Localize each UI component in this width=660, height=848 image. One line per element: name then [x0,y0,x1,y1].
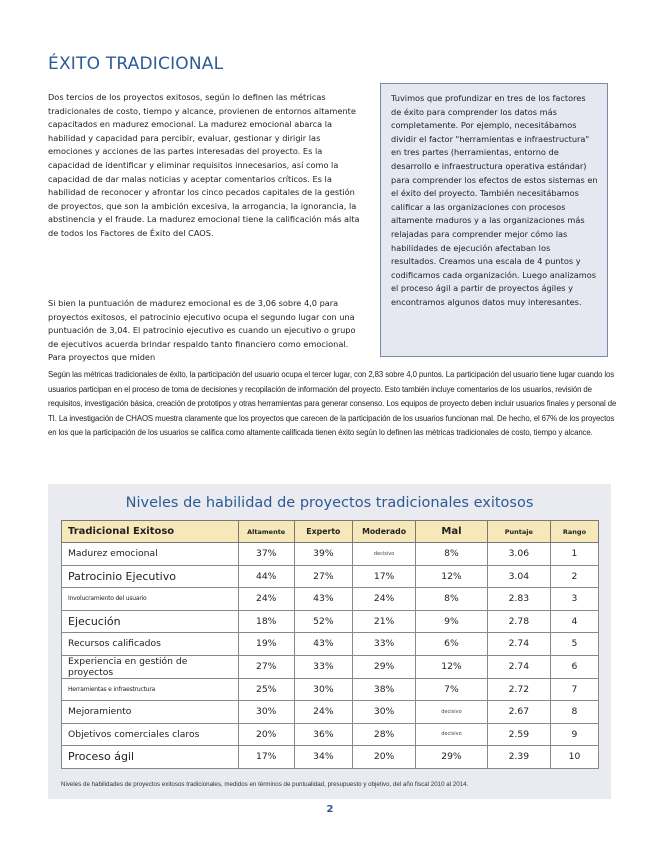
header-cell: Mal [416,521,487,543]
table-cell: 37% [238,543,294,566]
row-label: Madurez emocional [62,543,239,566]
table-cell: 12% [416,655,487,678]
table-cell: 2.59 [487,723,550,746]
header-cell: Tradicional Exitoso [62,521,239,543]
table-cell: 2.83 [487,588,550,611]
table-cell: 33% [352,633,415,656]
table-cell: 39% [294,543,352,566]
table-cell: 30% [352,701,415,724]
table-row [62,633,599,656]
row-label: Ejecución [62,610,239,633]
table-cell: 30% [238,701,294,724]
table-cell: 24% [352,588,415,611]
table-cell: 8 [550,701,598,724]
table-cell: 25% [238,678,294,701]
table-cell: 9% [416,610,487,633]
table-cell: 34% [294,746,352,769]
table-cell: 36% [294,723,352,746]
table-row [62,746,599,769]
table-cell: decisivo [416,723,487,746]
row-label: Herramientas e infraestructura [62,678,239,701]
table-cell: 9 [550,723,598,746]
table-cell: 24% [238,588,294,611]
header-cell: Experto [294,521,352,543]
page-title: ÉXITO TRADICIONAL [48,54,224,74]
sidebar-text: Tuvimos que profundizar en tres de los factores de éxito para comprender los datos más completamente. Por ejemplo, necesitábamos dividir el factor "herramientas e infraestructura" en tres partes (herramientas, entorno de desarrollo e infraestructura operativa estándar) para comprender los efectos de estos sistemas en el éxito del proyecto. También necesitábamos calificar a las organizaciones con procesos altamente maduros y a las organizaciones más relajadas para comprender mejor cómo las habilidades de ejecución afectaban los resultados. Creamos una escala de 4 puntos y codificamos cada organización. Luego analizamos el proceso ágil a partir de proyectos ágiles y encontramos algunos datos muy interesantes. [391,93,598,307]
row-label: Objetivos comerciales claros [62,723,239,746]
table-cell: 6 [550,655,598,678]
header-cell: Altamente [238,521,294,543]
table-cell: 30% [294,678,352,701]
table-cell: 2.74 [487,655,550,678]
table-cell: 17% [238,746,294,769]
skills-table [61,520,599,769]
table-cell: 20% [352,746,415,769]
table-cell: 2 [550,565,598,588]
table-cell: 3.04 [487,565,550,588]
skills-table-panel [48,484,611,799]
table-cell: 43% [294,588,352,611]
header-cell: Puntaje [487,521,550,543]
table-cell: 33% [294,655,352,678]
table-cell: 27% [238,655,294,678]
paragraph-emotional-maturity: Dos tercios de los proyectos exitosos, según lo definen las métricas tradicionales de costo, tiempo y alcance, provienen de entornos altamente capacitados en madurez emocional. La madurez emocional abarca la habilidad y capacidad para percibir, evaluar, gestionar y dirigir las emociones y acciones de las partes interesadas del proyecto. Es la capacidad de identificar y eliminar requisitos innecesarios, así como la capacidad de dar malas noticias y aceptar comentarios críticos. Es la habilidad de reconocer y afrontar los cinco pecados capitales de la gestión de proyectos, que son la ambición excesiva, la arrogancia, la ignorancia, la abstinencia y el fraude. La madurez emocional tiene la calificación más alta de todos los Factores de Éxito del CAOS. [48,92,360,238]
paragraph-executive-sponsorship: Si bien la puntuación de madurez emocional es de 3,06 sobre 4,0 para proyectos exitosos, el patrocinio ejecutivo ocupa el segundo lugar con una puntuación de 3,04. El patrocinio ejecutivo es cuando un ejecutivo o grupo de ejecutivos acuerda brindar respaldo tanto financiero como emocional. Para proyectos que miden [48,298,356,363]
table-row [62,610,599,633]
table-cell: 29% [352,655,415,678]
table-cell: decisivo [352,543,415,566]
row-label: Recursos calificados [62,633,239,656]
row-label: Patrocinio Ejecutivo [62,565,239,588]
table-cell: 2.67 [487,701,550,724]
table-cell: 20% [238,723,294,746]
table-cell: 12% [416,565,487,588]
table-cell: 24% [294,701,352,724]
table-cell: 2.72 [487,678,550,701]
table-cell: 2.39 [487,746,550,769]
table-cell: 1 [550,543,598,566]
page-number: 2 [326,804,334,815]
table-row [62,723,599,746]
table-cell: 21% [352,610,415,633]
table-row [62,678,599,701]
table-cell: 27% [294,565,352,588]
table-row [62,701,599,724]
table-cell: 29% [416,746,487,769]
table-cell: 17% [352,565,415,588]
table-cell: 44% [238,565,294,588]
header-cell: Rango [550,521,598,543]
row-label: Mejoramiento [62,701,239,724]
table-cell: 28% [352,723,415,746]
table-cell: 10 [550,746,598,769]
sidebar-callout [380,83,608,357]
table-title: Niveles de habilidad de proyectos tradicionales exitosos [125,495,534,511]
table-cell: 38% [352,678,415,701]
table-cell: 6% [416,633,487,656]
row-label: Involucramiento del usuario [62,588,239,611]
table-cell: 3.06 [487,543,550,566]
table-row [62,655,599,678]
table-cell: 7 [550,678,598,701]
table-cell: decisivo [416,701,487,724]
table-cell: 43% [294,633,352,656]
paragraph-user-involvement: Según las métricas tradicionales de éxito, la participación del usuario ocupa el tercer lugar, con 2,83 sobre 4,0 puntos. La participación del usuario tiene lugar cuando los usuarios participan en el proceso de toma de decisiones y recopilación de información del proyecto. Esto también incluye comentarios de los usuarios, revisión de requisitos, investigación básica, creación de prototipos y otras herramientas para generar consenso. Los equipos de proyecto deben incluir usuarios finales y personal de TI. La investigación de CHAOS muestra claramente que los proyectos que carecen de la participación de los usuarios funcionan mal. De hecho, el 67% de los proyectos en los que la participación de los usuarios se califica como altamente calificada tienen éxito según lo definen las métricas tradicionales de costo, tiempo y alcance. [48,370,617,438]
table-row [62,588,599,611]
table-cell: 3 [550,588,598,611]
table-cell: 19% [238,633,294,656]
row-label: Proceso ágil [62,746,239,769]
table-cell: 8% [416,543,487,566]
header-cell: Moderado [352,521,415,543]
table-cell: 5 [550,633,598,656]
table-cell: 7% [416,678,487,701]
table-header-row [62,521,599,543]
table-cell: 52% [294,610,352,633]
table-footnote: Niveles de habilidades de proyectos exitosos tradicionales, medidos en términos de puntualidad, presupuesto y objetivo, del año fiscal 2010 al 2014. [61,781,469,788]
table-cell: 2.78 [487,610,550,633]
table-row [62,565,599,588]
table-cell: 2.74 [487,633,550,656]
row-label: Experiencia en gestión de proyectos [62,655,239,678]
table-cell: 4 [550,610,598,633]
table-cell: 8% [416,588,487,611]
table-row [62,543,599,566]
table-cell: 18% [238,610,294,633]
